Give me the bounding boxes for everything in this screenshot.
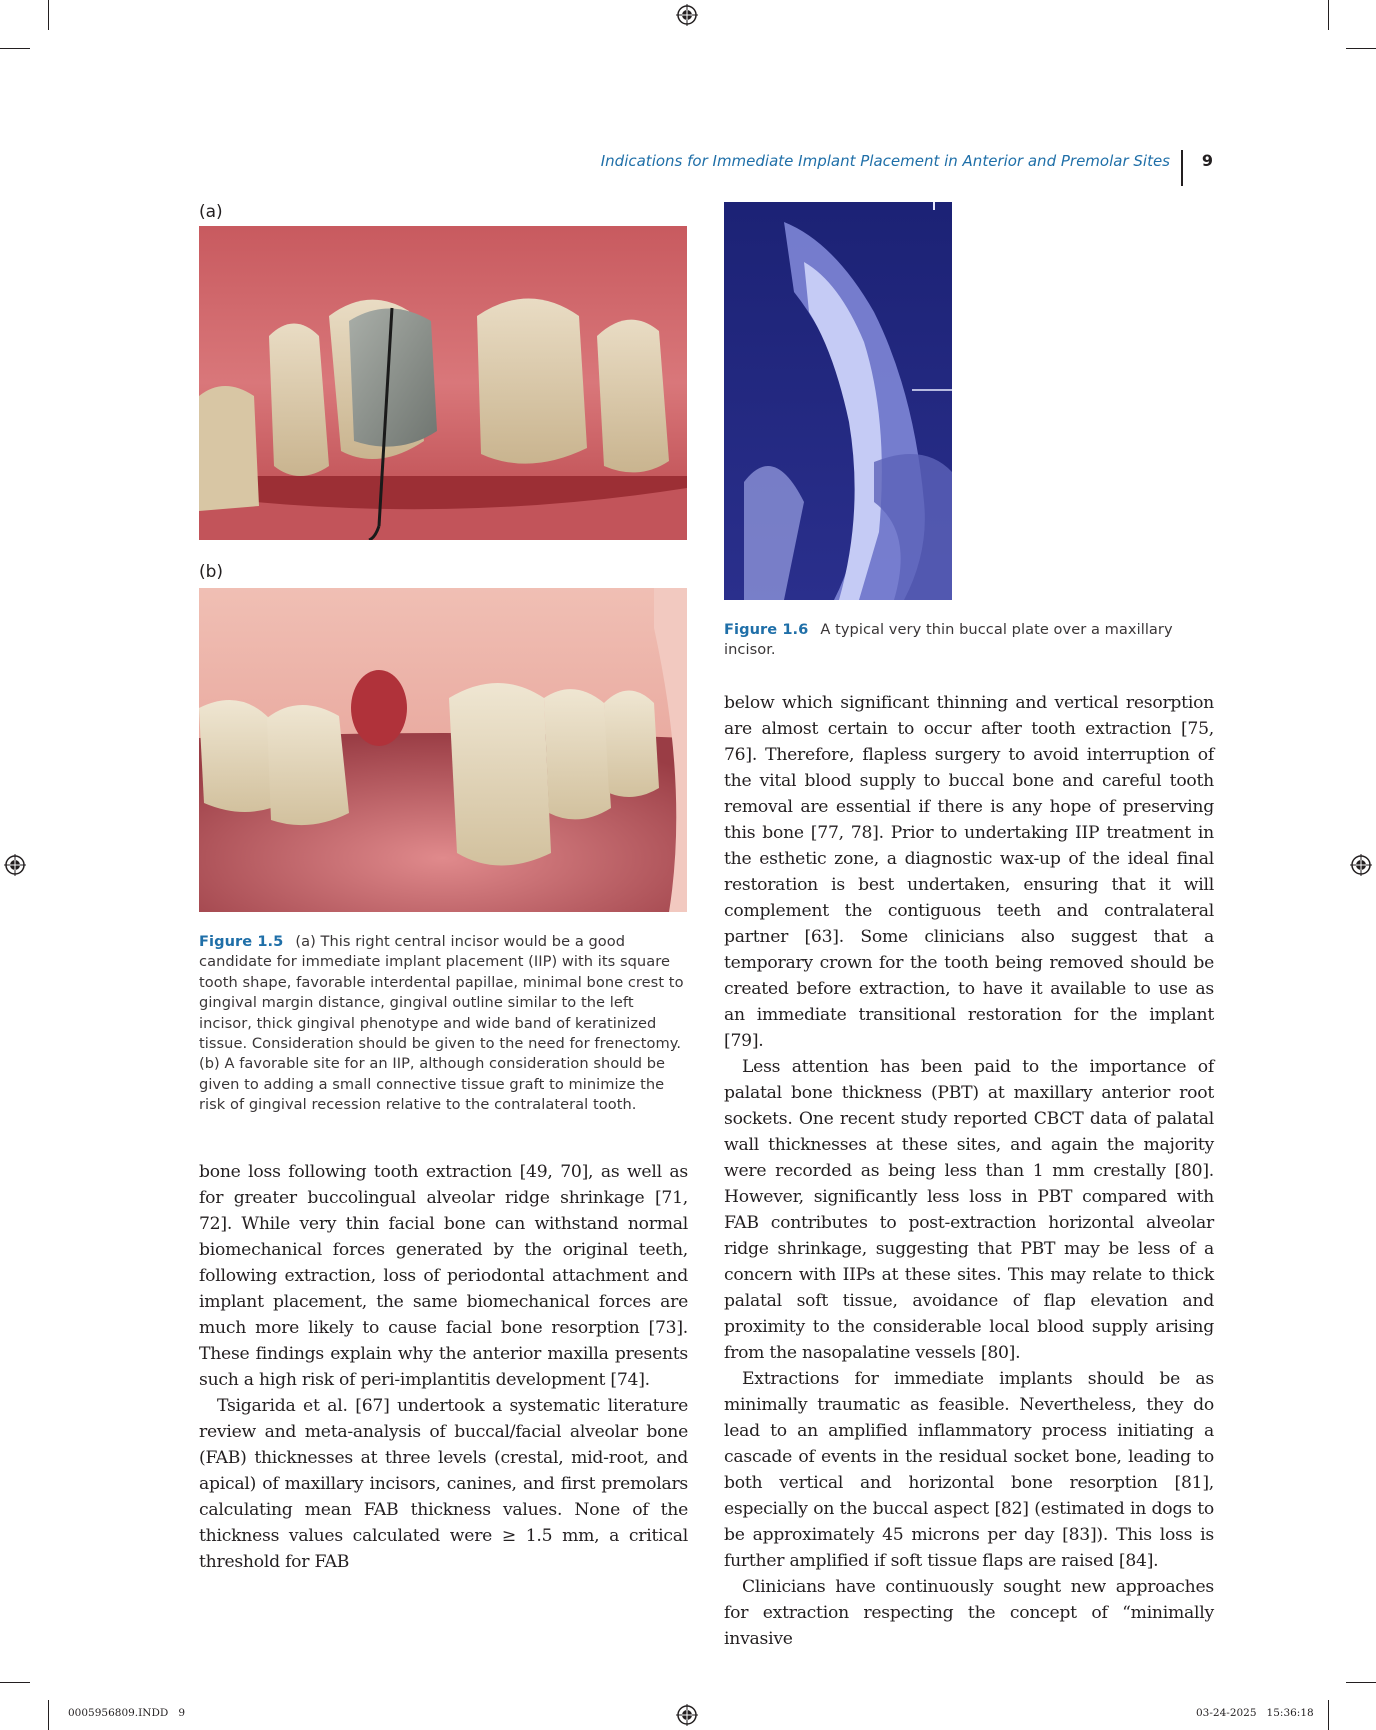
crop-mark [1346,48,1376,49]
figure-1-6-cbct-image [724,202,952,600]
body-left-column [199,1159,688,1575]
body-right-column [724,690,1214,1652]
body-paragraph: Less attention has been paid to the importance of palatal bone thickness (PBT) at maxillary anterior root sockets. One recent study reported CBCT data of palatal wall thicknesses at these sites, and again the majority were recorded as being less than 1 mm crestally [80]. However, significantly less loss in PBT compared with FAB contributes to post-extraction horizontal alveolar ridge shrinkage, suggesting that PBT may be less of a concern with IIPs at these sites. This may relate to thick palatal soft tissue, avoidance of flap elevation and proximity to the considerable local blood supply arising from the nasopalatine vessels [80]. [724,1057,1214,1363]
crop-mark [1346,1682,1376,1683]
figure-1-5-caption-text: (a) This right central incisor would be a good candidate for immediate implant placement (IIP) with its square tooth shape, favorable interdental papillae, minimal bone crest to gingival margin distance, gingival outline similar to the left incisor, thick gingival phenotype and wide band of keratinized tissue. Consideration should be given to the need for frenectomy. (b) A favorable site for an IIP, although consideration should be given to adding a small connective tissue graft to minimize the risk of gingival recession relative to the contralateral tooth. [199,933,684,1114]
registration-mark-icon [4,854,26,876]
registration-mark-icon [676,4,698,26]
body-paragraph: bone loss following tooth extraction [49, 70], as well as for greater buccolingual alveolar ridge shrinkage [71, 72]. While very thin facial bone can withstand normal biomechanical forces generated by the original teeth, following extraction, loss of periodontal attachment and implant placement, the same biomechanical forces are much more likely to cause facial bone resorption [73]. These findings explain why the anterior maxilla presents such a high risk of peri-implantitis development [74]. [199,1162,688,1390]
body-paragraph: Clinicians have continuously sought new approaches for extraction respecting the concept of “minimally invasive [724,1577,1214,1649]
figure-1-5-panel-a-label: (a) [199,202,223,222]
crop-mark [0,1682,30,1683]
body-paragraph: below which significant thinning and vertical resorption are almost certain to occur after tooth extraction [75, 76]. Therefore, flapless surgery to avoid interruption of the vital blood supply to buccal bone and careful tooth removal are essential if there is any hope of preserving this bone [77, 78]. Prior to undertaking IIP treatment in the esthetic zone, a diagnostic wax-up of the ideal final restoration is best undertaken, ensuring that it will complement the contiguous teeth and contralateral partner [63]. Some clinicians also suggest that a temporary crown for the tooth being removed should be created before extraction, to have it available to use as an immediate transitional restoration for the implant [79]. [724,693,1214,1051]
crop-mark [48,0,49,30]
figure-1-5a-photo [199,226,687,540]
body-paragraph: Tsigarida et al. [67] undertook a systematic literature review and meta-analysis of buccal/facial alveolar bone (FAB) thicknesses at three levels (crestal, mid-root, and apical) of maxillary incisors, canines, and first premolars calculating mean FAB thickness values. None of the thickness values calculated were ≥ 1.5 mm, a critical threshold for FAB [199,1396,688,1572]
crop-mark [1328,1700,1329,1730]
crop-mark [1328,0,1329,30]
body-paragraph: Extractions for immediate implants should be as minimally traumatic as feasible. Nevertheless, they do lead to an amplified inflammatory process initiating a cascade of events in the residual socket bone, leading to both vertical and horizontal bone resorption [81], especially on the buccal aspect [82] (estimated in dogs to be approximately 45 microns per day [83]). This loss is further amplified if soft tissue flaps are raised [84]. [724,1369,1214,1571]
figure-1-6-label: Figure 1.6 [724,621,809,638]
running-head [600,150,1215,176]
figure-1-6-caption [724,620,1204,661]
figure-1-5-label: Figure 1.5 [199,933,284,950]
slug-timestamp: 03-24-2025 15:36:18 [1196,1707,1314,1719]
figure-1-6-caption-text: A typical very thin buccal plate over a maxillary incisor. [724,621,1173,659]
figure-1-5b-photo [199,588,687,912]
slug-file-name: 0005956809.INDD 9 [68,1707,186,1719]
registration-mark-icon [1350,854,1372,876]
running-head-divider [1181,150,1183,186]
figure-1-5-panel-b-label: (b) [199,562,224,582]
crop-mark [0,48,30,49]
running-head-title: Indications for Immediate Implant Placement in Anterior and Premolar Sites [600,152,1170,170]
registration-mark-icon [676,1704,698,1726]
figure-1-5-caption [199,932,689,1116]
page-number: 9 [1201,151,1213,170]
crop-mark [48,1700,49,1730]
